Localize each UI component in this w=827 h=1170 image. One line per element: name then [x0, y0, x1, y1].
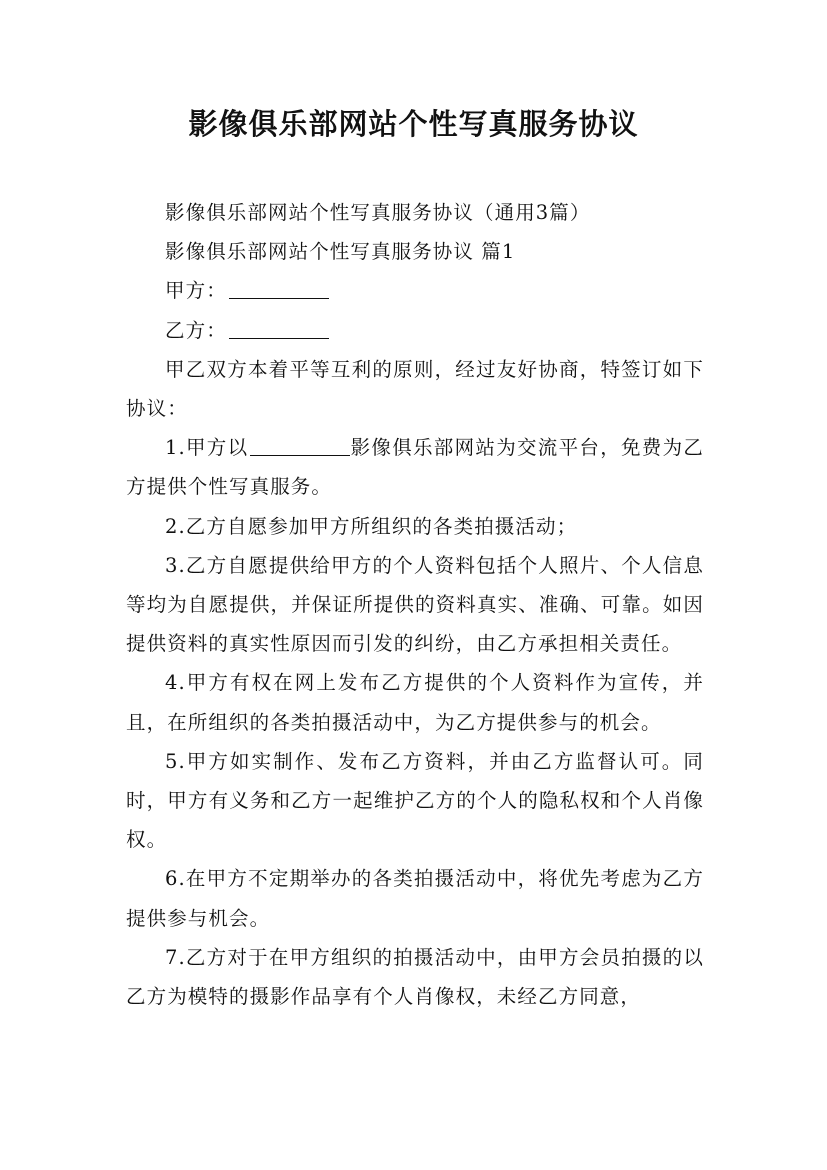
clause-7: 7.乙方对于在甲方组织的拍摄活动中，由甲方会员拍摄的以乙方为模特的摄影作品享有个人肖像权，未经乙方同意， — [126, 945, 704, 1009]
clause-1-prefix: 1.甲方以 — [165, 436, 249, 460]
clause-1-blank — [250, 436, 350, 457]
party-a-blank — [229, 279, 329, 300]
clause-1-suffix: 影像俱乐部网站为交流平台，免费为乙方提供个性写真服务。 — [126, 436, 704, 499]
clause-6: 6.在甲方不定期举办的各类拍摄活动中，将优先考虑为乙方提供参与机会。 — [126, 867, 704, 930]
party-b-label: 乙方： — [165, 318, 227, 342]
party-a-line — [126, 271, 704, 310]
intro-paragraph: 甲乙双方本着平等互利的原则，经过友好协商，特签订如下协议： — [126, 357, 704, 421]
document-title: 影像俱乐部网站个性写真服务协议 — [188, 107, 639, 141]
section-heading: 影像俱乐部网站个性写真服务协议 篇1 — [165, 240, 516, 264]
clause-2: 2.乙方自愿参加甲方所组织的各类拍摄活动； — [165, 514, 578, 538]
clause-3: 3.乙方自愿提供给甲方的个人资料包括个人照片、个人信息等均为自愿提供，并保证所提供的资料真实、准确、可靠。如因提供资料的真实性原因而引发的纠纷，由乙方承担相关责任。 — [126, 553, 704, 656]
party-b-blank — [229, 318, 329, 339]
clause-4: 4.甲方有权在网上发布乙方提供的个人资料作为宣传，并且，在所组织的各类拍摄活动中，为乙方提供参与的机会。 — [126, 671, 704, 734]
document-body — [126, 193, 704, 1016]
clause-5: 5.甲方如实制作、发布乙方资料，并由乙方监督认可。同时，甲方有义务和乙方一起维护乙方的个人的隐私权和个人肖像权。 — [126, 749, 704, 852]
party-a-label: 甲方： — [165, 279, 227, 303]
party-b-line — [126, 311, 704, 350]
document-subtitle: 影像俱乐部网站个性写真服务协议（通用3篇） — [165, 201, 591, 224]
clause-1 — [126, 428, 704, 506]
